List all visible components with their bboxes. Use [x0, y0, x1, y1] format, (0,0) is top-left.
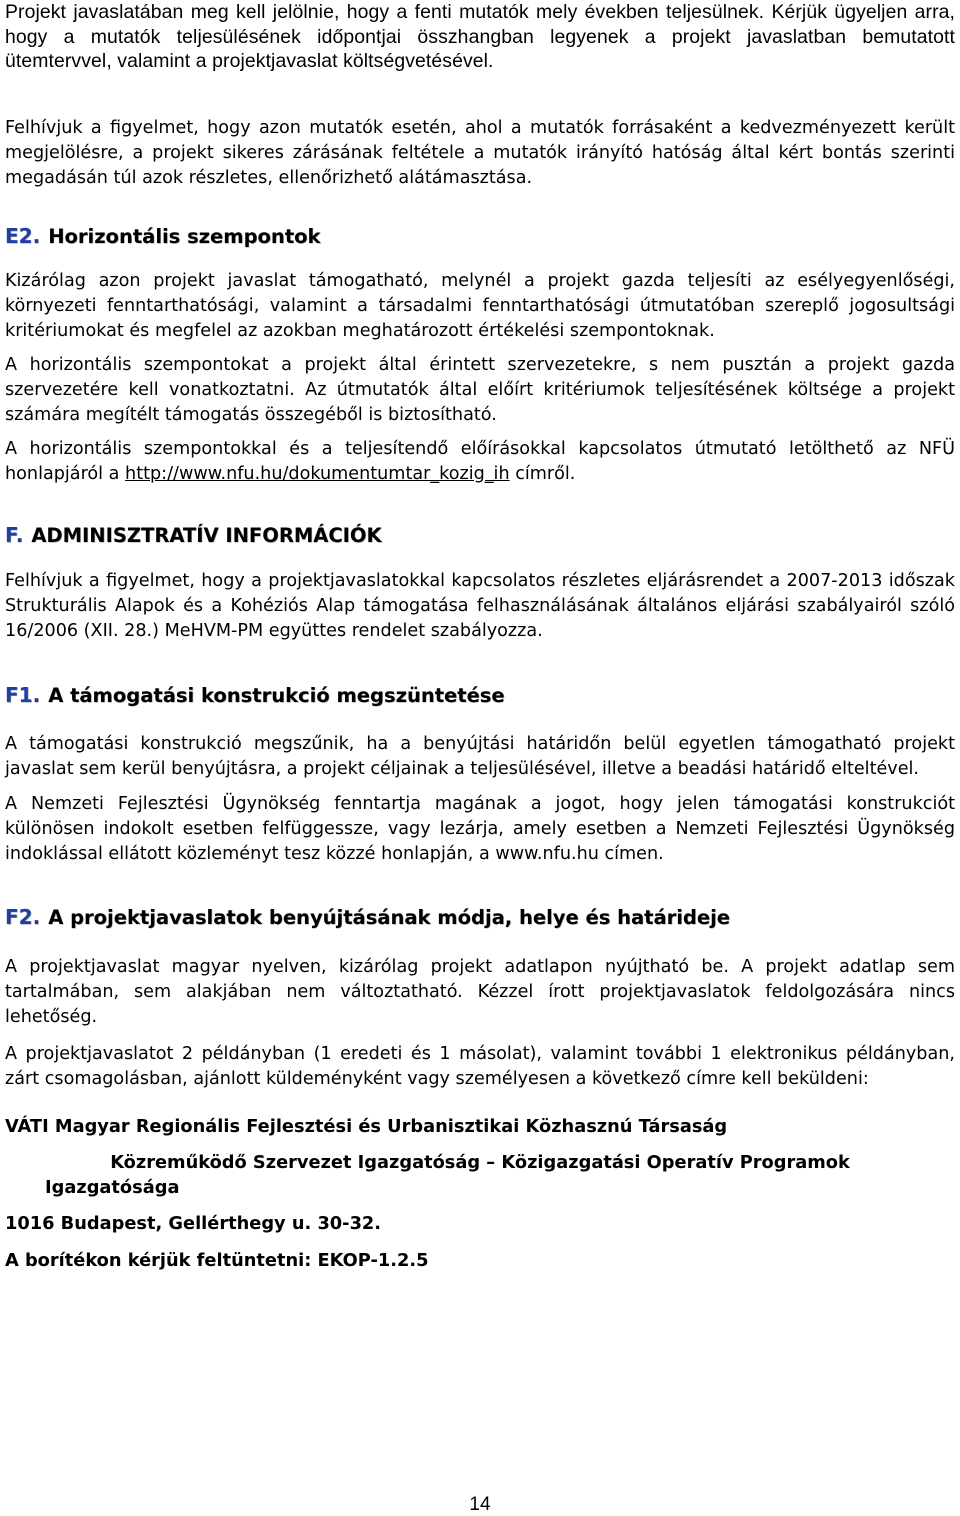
section-f2-number: F2. — [5, 904, 41, 929]
section-f2-paragraph-1: A projektjavaslat magyar nyelven, kizárólag projekt adatlapon nyújtható be. A projekt adatlap sem tartalmában, sem alakjában nem változtatható. Kézzel írott projektjavaslatok feldolgozására nincs lehetőség. — [5, 956, 955, 1027]
envelope-note: A borítékon kérjük feltüntetni: EKOP-1.2.5 — [5, 1249, 429, 1271]
section-e2-title: Horizontális szempontok — [48, 224, 321, 248]
section-f2-title: A projektjavaslatok benyújtásának módja, helye és határideje — [48, 905, 731, 929]
section-f1-paragraph-1: A támogatási konstrukció megszűnik, ha a benyújtási határidőn belül egyetlen támogatható projekt javaslat sem kerül benyújtásra, a projekt céljainak a teljesülésével, illetve a beadási határidő elteltével. — [5, 733, 955, 779]
intro-paragraph-2: Felhívjuk a figyelmet, hogy azon mutatók esetén, ahol a mutatók forrásaként a kedvezményezett került megjelölésre, a projekt sikeres zárásának feltétele a mutatók irányító hatóság által kért bontás szerinti megadásán túl azok részletes, ellenőrizhető alátámasztása. — [5, 117, 955, 188]
section-f2-paragraph-2: A projektjavaslatot 2 példányban (1 eredeti és 1 másolat), valamint további 1 elektronikus példányban, zárt csomagolásban, ajánlott küldeményként vagy személyesen a következő címre kell beküldeni: — [5, 1043, 955, 1089]
address-street: 1016 Budapest, Gellérthegy u. 30-32. — [5, 1213, 382, 1234]
section-e2-heading — [5, 222, 955, 251]
section-f2-heading — [5, 903, 955, 932]
section-f-title: ADMINISZTRATÍV INFORMÁCIÓK — [31, 523, 382, 547]
section-e2-number: E2. — [5, 223, 41, 248]
section-f-paragraph-1: Felhívjuk a figyelmet, hogy a projektjavaslatokkal kapcsolatos részletes eljárásrendet a 2007-2013 időszak Strukturális Alapok és a Kohéziós Alap támogatása felhasználásának általános eljárási szabályairól szóló 16/2006 (XII. 28.) MeHVM-PM együttes rendelet szabályozza. — [5, 570, 955, 641]
section-e2-paragraph-3-text: A horizontális szempontokkal és a teljesítendő előírásokkal kapcsolatos útmutató letölthető az NFÜ honlapjáról a — [5, 438, 955, 484]
section-f1-title: A támogatási konstrukció megszüntetése — [48, 683, 505, 707]
dokumentumtar-link[interactable]: http://www.nfu.hu/dokumentumtar_kozig_ih — [125, 463, 510, 484]
section-e2-paragraph-2: A horizontális szempontokat a projekt által érintett szervezetekre, s nem pusztán a projekt gazda szervezetére kell vonatkoztatni. Az útmutatók által előírt kritériumok teljesítésének költsége a projekt számára megítélt támogatás összegéből is biztosítható. — [5, 354, 955, 425]
section-e2-paragraph-1: Kizárólag azon projekt javaslat támogatható, melynél a projekt gazda teljesíti az esélyegyenlőségi, környezeti fenntarthatósági, valamint a társadalmi fenntarthatósági útmutatóban szereplő jogosultsági kritériumokat és megfelel az azokban meghatározott értékelési szempontoknak. — [5, 270, 955, 341]
intro-paragraph-1: Projekt javaslatában meg kell jelölnie, hogy a fenti mutatók mely években teljesülnek. Kérjük ügyeljen arra, hogy a mutatók teljesülésének időpontjai összhangban legyenek a projekt javaslatban bemutatott ütemtervvel, valamint a projektjavaslat költségvetésével. — [5, 1, 955, 72]
page-number: 14 — [469, 1494, 491, 1515]
address-organization: VÁTI Magyar Regionális Fejlesztési és Urbanisztikai Közhasznú Társaság — [5, 1115, 728, 1137]
section-f-number: F. — [5, 522, 24, 547]
section-f1-heading — [5, 681, 955, 710]
document-page — [5, 0, 955, 1273]
section-f-heading — [5, 521, 955, 550]
section-e2-paragraph-3-suffix: címről. — [509, 463, 576, 484]
section-e2-paragraph-3 — [5, 437, 955, 487]
section-f1-number: F1. — [5, 682, 41, 707]
address-department: Közreműködő Szervezet Igazgatóság – Közigazgatási Operatív Programok Igazgatósága — [45, 1152, 850, 1198]
section-f1-paragraph-2: A Nemzeti Fejlesztési Ügynökség fenntartja magának a jogot, hogy jelen támogatási konstrukciót különösen indokolt esetben felfüggessze, vagy lezárja, amely esetben a Nemzeti Fejlesztési Ügynökség indoklással ellátott közleményt tesz közzé honlapján, a www.nfu.hu címen. — [5, 793, 955, 864]
